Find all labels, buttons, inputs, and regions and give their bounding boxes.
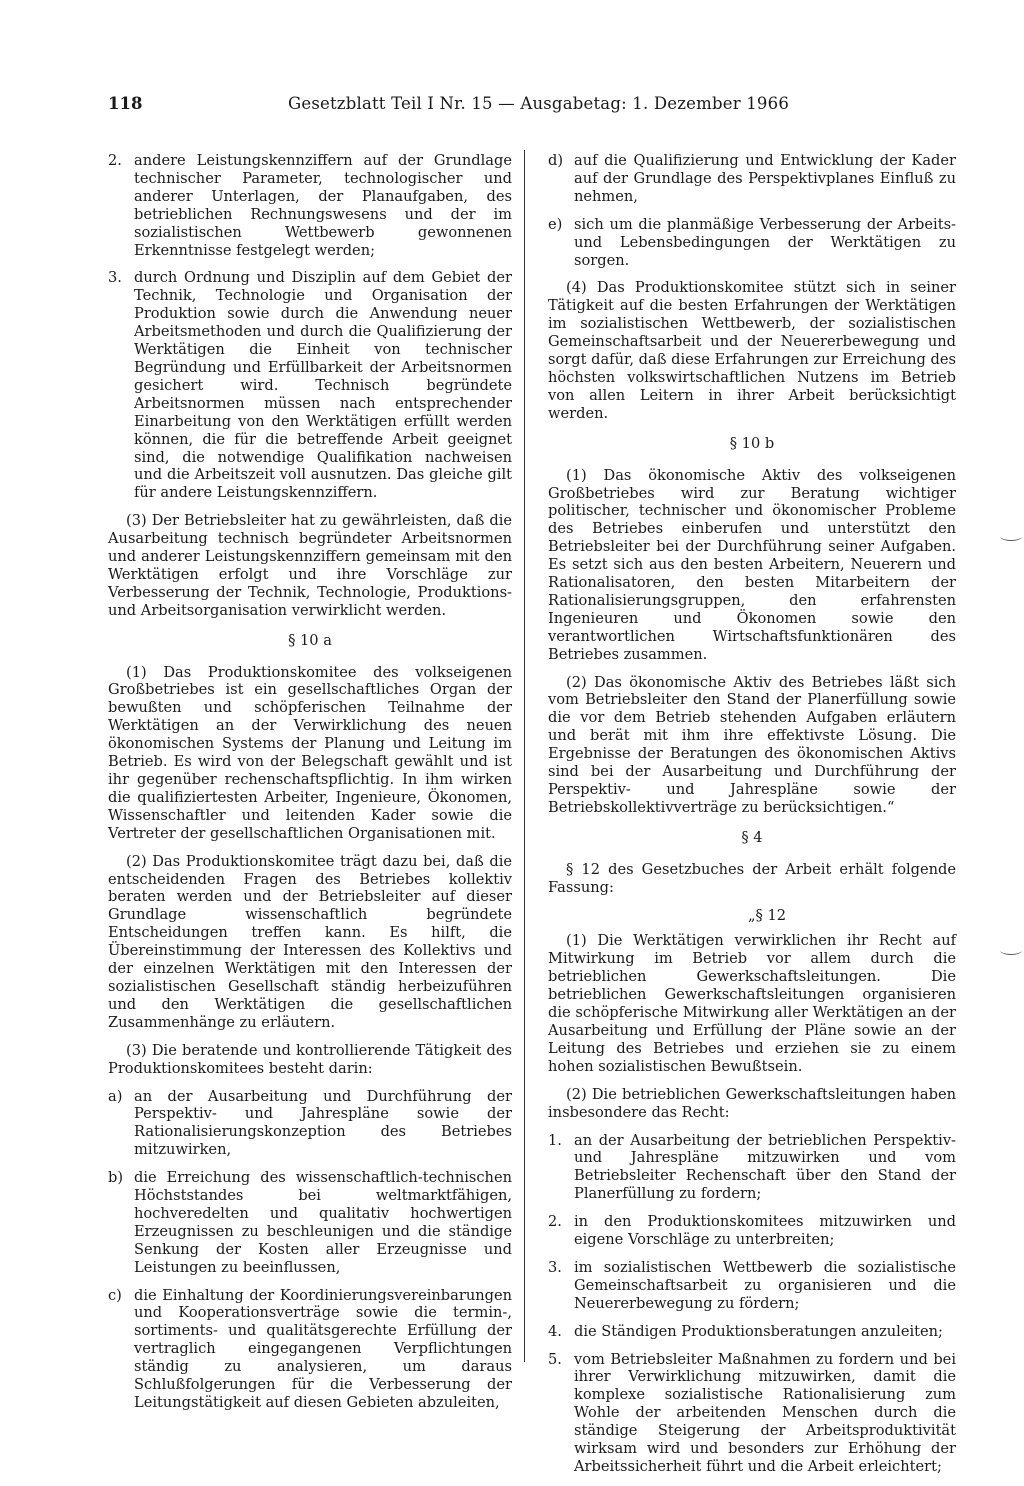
list-item-text: die Ständigen Produktionsberatungen anzuleiten;	[574, 1322, 943, 1340]
list-item-label: 2.	[108, 152, 122, 169]
list-item	[548, 152, 956, 206]
list-item-label: b)	[108, 1169, 124, 1187]
paragraph: (4) Das Produktionskomitee stützt sich in seiner Tätigkeit auf die besten Erfahrungen der Werktätigen im sozialistischen Wettbewerb, der sozialistischen Gemeinschaftsarbeit und der Neuererbewegung und sorgt dafür, daß diese Erfahrungen zur Erreichung des höchsten volkswirtschaftlichen Nutzens im Betrieb von allen Leitern in ihrer Arbeit berücksichtigt werden.	[548, 279, 956, 422]
paragraph: (2) Die betrieblichen Gewerkschaftsleitungen haben insbesondere das Recht:	[548, 1085, 956, 1121]
paragraph: § 12 des Gesetzbuches der Arbeit erhält folgende Fassung:	[548, 860, 956, 896]
paragraph: (1) Das Produktionskomitee des volkseigenen Großbetriebes ist ein gesellschaftliches Organ der bewußten und schöpferischen Teilnahme der Werktätigen an der Verwirklichung des neuen ökonomischen Systems der Planung und Leitung im Betrieb. Es wird von der Belegschaft gewählt und ist ihr gegenüber rechenschaftspflichtig. In ihm wirken die qualifiziertesten Arbeiter, Ingenieure, Ökonomen, Wissenschaftler und leitenden Kader sowie die Vertreter der gesellschaftlichen Organisationen mit.	[108, 663, 512, 842]
paragraph: (1) Das ökonomische Aktiv des volkseigenen Großbetriebes wird zur Beratung wichtiger politischer, technischer und ökonomischer Probleme des Betriebes einberufen und unterstützt den Betriebsleiter bei der Durchführung seiner Aufgaben. Es setzt sich aus den besten Arbeitern, Neuerern und Rationalisatoren, den besten Mitarbeitern der Rationalisierungsgruppen, den erfahrensten Ingenieuren und Ökonomen sowie den verantwortlichen Wirtschaftsfunktionären des Betriebes zusammen.	[548, 466, 956, 663]
paragraph: (2) Das ökonomische Aktiv des Betriebes läßt sich vom Betriebsleiter den Stand der Planerfüllung sowie die vor dem Betrieb stehenden Aufgaben erläutern und berät mit ihm ihre effektivste Lösung. Die Ergebnisse der Beratungen des ökonomischen Aktivs sind bei der Ausarbeitung und Durchführung der Perspektiv- und Jahrespläne sowie der Betriebskollektivverträge zu berücksichtigen.“	[548, 673, 956, 816]
left-column	[108, 152, 512, 1422]
list-item	[548, 1351, 956, 1476]
list-item	[108, 1088, 512, 1160]
list-item	[548, 1323, 956, 1341]
list-item-text: die Erreichung des wissenschaftlich-technischen Höchststandes bei weltmarktfähigen, hochveredelten und qualitativ hochwertigen Erzeugnissen zu beschleunigen und die ständige Senkung der Kosten aller Erzeugnisse und Leistungen zu beeinflussen,	[134, 1169, 512, 1276]
section-heading-12: „§ 12	[747, 906, 787, 924]
section-heading-4: § 4	[741, 828, 763, 846]
list-item-label: 3.	[548, 1258, 562, 1276]
list-item-text: andere Leistungskennziffern auf der Grundlage technischer Parameter, technologischer und anderer Unterlagen, der Planaufgaben, des betrieblichen Rechnungswesens und der im sozialistischen Wettbewerb gewonnenen Erkenntnisse festgelegt werden;	[134, 152, 512, 259]
list-item	[548, 1259, 956, 1313]
list-item-label: 1.	[548, 1131, 562, 1149]
list-item-text: vom Betriebsleiter Maßnahmen zu fordern und bei ihrer Verwirklichung mitzuwirken, damit die komplexe sozialistische Rationalisierung zum Wohle der arbeitenden Menschen durch die ständige Steigerung der Arbeitsproduktivität wirksam wird und besonders zur Erhöhung der Arbeitssicherheit führt und die Arbeit erleichtert;	[574, 1350, 956, 1475]
list-item-label: e)	[548, 215, 563, 233]
list-item-label: 5.	[548, 1350, 562, 1368]
list-item-text: an der Ausarbeitung und Durchführung der Perspektiv- und Jahrespläne sowie der Rationalisierungskonzeption des Betriebes mitzuwirken,	[134, 1087, 512, 1159]
right-column	[548, 152, 956, 1486]
page-number: 118	[108, 94, 143, 113]
list-item	[548, 216, 956, 270]
margin-mark	[1000, 532, 1022, 541]
list-item-label: 3.	[108, 269, 122, 287]
list-item-text: die Einhaltung der Koordinierungsvereinbarungen und Kooperationsverträge sowie die termin-, sortiments- und qualitätsgerechte Erfüllung der vertraglich eingegangenen Verpflichtungen ständig zu analysieren, um daraus Schlußfolgerungen für die Verbesserung der Leitungstätigkeit auf diesen Gebieten abzuleiten,	[134, 1286, 512, 1411]
paragraph: (3) Der Betriebsleiter hat zu gewährleisten, daß die Ausarbeitung technisch begründeter Arbeitsnormen und anderer Leistungskennziffern gemeinsam mit den Werktätigen erfolgt und ihre Vorschläge zur Verbesserung der Technik, Technologie, Produktions- und Arbeitsorganisation verwirklicht werden.	[108, 512, 512, 619]
list-item-label: 2.	[548, 1213, 562, 1231]
paragraph: (2) Das Produktionskomitee trägt dazu bei, daß die entscheidenden Fragen des Betriebes kollektiv beraten werden und der Betriebsleiter auf dieser Grundlage wissenschaftlich begründete Entscheidungen treffen kann. Es hilft, die Übereinstimmung der Interessen des Kollektivs und der einzelnen Werktätigen mit den Interessen der sozialistischen Gesellschaft ständig herbeizuführen und den Werktätigen die gesellschaftlichen Zusammenhänge zu erläutern.	[108, 852, 512, 1031]
list-item	[108, 1169, 512, 1276]
list-item	[108, 269, 512, 502]
list-item	[548, 1213, 956, 1249]
section-heading-10a: § 10 a	[288, 631, 332, 649]
list-item-label: a)	[108, 1087, 123, 1105]
list-item	[548, 1132, 956, 1204]
paragraph: (1) Die Werktätigen verwirklichen ihr Recht auf Mitwirkung im Betrieb vor allem durch die betrieblichen Gewerkschaftsleitungen. Die betrieblichen Gewerkschaftsleitungen organisieren die schöpferische Mitwirkung aller Werktätigen an der Ausarbeitung und Erfüllung der Pläne sowie an der Leitung des Betriebes und erziehen sie zu einem hohen sozialistischen Bewußtsein.	[548, 932, 956, 1075]
margin-mark	[1000, 946, 1022, 955]
list-item-text: in den Produktionskomitees mitzuwirken und eigene Vorschläge zu unterbreiten;	[574, 1213, 956, 1249]
page-header	[108, 94, 958, 118]
paragraph: (3) Die beratende und kontrollierende Tätigkeit des Produktionskomitees besteht darin:	[108, 1041, 512, 1077]
list-item-text: auf die Qualifizierung und Entwicklung der Kader auf der Grundlage des Perspektivplanes Einfluß zu nehmen,	[574, 152, 956, 205]
list-item-text: durch Ordnung und Disziplin auf dem Gebiet der Technik, Technologie und Organisation der Produktion sowie durch die Anwendung neuer Arbeitsmethoden und durch die Qualifizierung der Werktätigen die Einheit von technischer Begründung und Erfüllbarkeit der Arbeitsnormen gesichert wird. Technisch begründete Arbeitsnormen müssen nach entsprechender Einarbeitung von den Werktätigen erfüllt werden können, die für die betreffende Arbeit geeignet sind, die notwendige Qualifikation nachweisen und die Arbeitszeit voll ausnutzen. Das gleiche gilt für andere Leistungskennziffern.	[134, 269, 512, 502]
column-divider	[524, 150, 525, 1362]
list-item-label: c)	[108, 1286, 122, 1304]
list-item	[108, 152, 512, 259]
list-item-text: sich um die planmäßige Verbesserung der Arbeits- und Lebensbedingungen der Werktätigen zu sorgen.	[574, 215, 956, 269]
section-heading-10b: § 10 b	[729, 434, 775, 452]
list-item	[108, 1287, 512, 1412]
header-title: Gesetzblatt Teil I Nr. 15 — Ausgabetag: 1. Dezember 1966	[288, 94, 790, 113]
list-item-label: 4.	[548, 1322, 562, 1340]
list-item-text: im sozialistischen Wettbewerb die sozialistische Gemeinschaftsarbeit zu organisieren und die Neuererbewegung zu fördern;	[574, 1258, 956, 1312]
list-item-text: an der Ausarbeitung der betrieblichen Perspektiv- und Jahrespläne mitzuwirken und vom Betriebsleiter Rechenschaft über den Stand der Planerfüllung zu fordern;	[574, 1131, 956, 1203]
list-item-label: d)	[548, 152, 564, 169]
